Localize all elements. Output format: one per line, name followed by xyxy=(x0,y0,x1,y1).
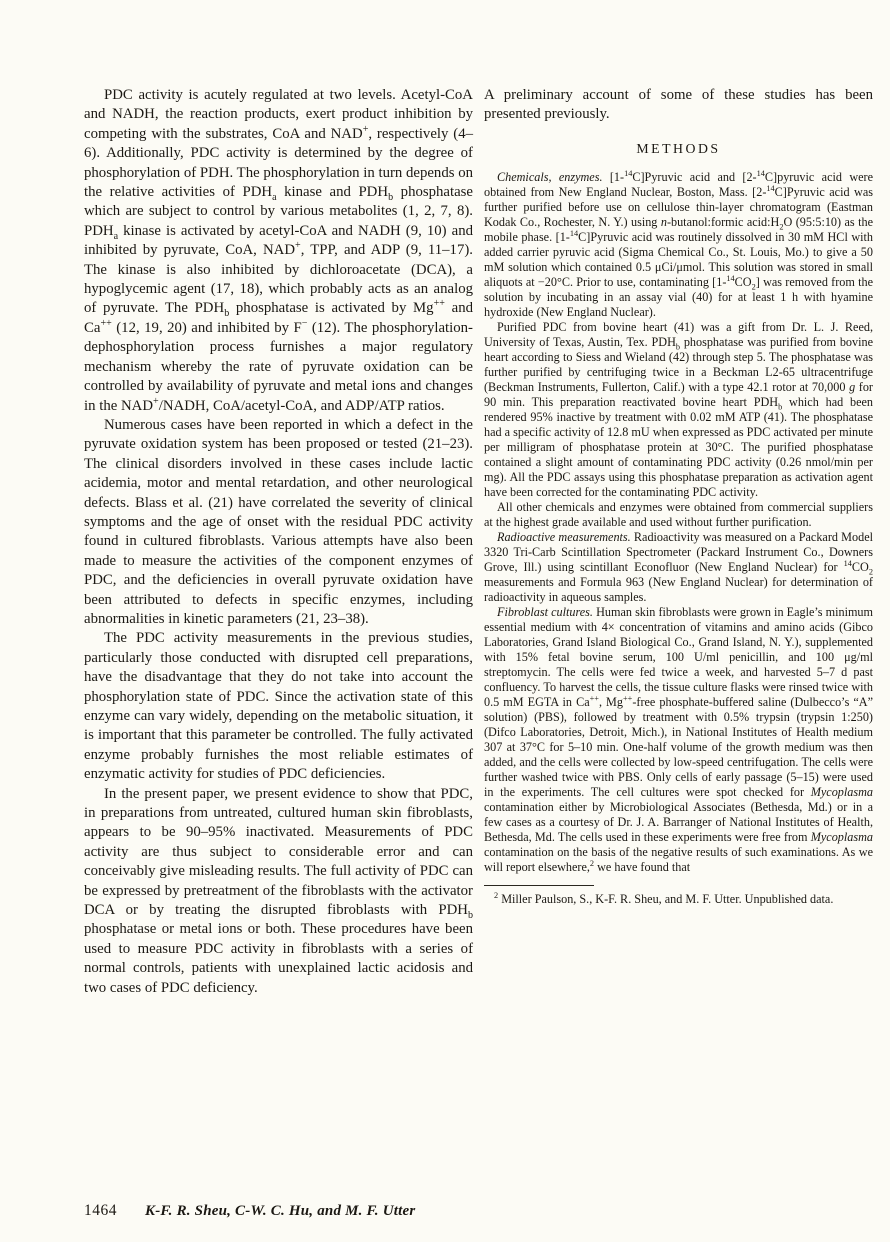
paragraph-reported-cases: Numerous cases have been reported in which a defect in the pyruvate oxidation system has been proposed or tested (21–23). The clinical disorders involved in these cases include lactic acidemia, motor and mental retardation, and other neurological defects. Blass et al. (21) have correlated the severity of clinical symptoms and the age of onset with the residual PDC activity found in cultured fibroblasts. Various attempts have also been made to measure the activities of the component enzymes of PDC, and the deficiencies in overall pyruvate oxidation have been attributed to defects in specific enzymes, including abnormalities in kinetic parameters (21, 23–38). xyxy=(84,416,473,627)
running-authors: K-F. R. Sheu, C-W. C. Hu, and M. F. Utter xyxy=(145,1203,416,1219)
right-column xyxy=(484,86,873,998)
methods-section-heading: METHODS xyxy=(636,140,721,156)
paragraph-present-paper: In the present paper, we present evidence to show that PDC, in preparations from untreated, cultured human skin fibroblasts, appears to be 90–95% inactivated. Measurements of PDC activity are thus subject to considerable error and can conceivably give misleading results. The full activity of PDC can be expressed by pretreatment of the fibroblasts with the activator DCA or by treating the disrupted fibroblasts with $PDH_b$ phosphatase or metal ions or both. These procedures have been used to measure PDC activity in fibroblasts with a series of normal controls, patients with unexplained lactic acidosis and two cases of PDC deficiency. xyxy=(84,785,473,996)
two-column-layout xyxy=(84,86,873,998)
methods-paragraph-chemicals-enzymes: Chemicals, enzymes. [1-$^{14}$C]Pyruvic acid and [2-$^{14}$C]pyruvic acid were obtained from New England Nuclear, Boston, Mass. [2-$^{14}$C]Pyruvic acid was further purified before use on cellulose thin-layer chromatogram (Eastman Kodak Co., Rochester, N. Y.) using n-butanol:formic $acid:H_2O$ (95:5:10) as the mobile phase. [1-$^{14}$C]Pyruvic acid was routinely dissolved in 30 mM HCl with added carrier pyruvic acid (Sigma Chemical Co., St. Louis, Mo.) to give a 50 mM solution which contained 0.5 μCi/μmol. This solution was stored in small aliquots at −20°C. Prior to use, contaminating $[1-^{14}CO_2]$ was removed from the solution by incubating in an assay vial (40) for at least 1 h with hyamine hydroxide (New England Nuclear). xyxy=(484,168,874,319)
footnote-divider xyxy=(484,885,594,886)
intro-continuation-paragraph: A preliminary account of some of these studies has been presented previously. xyxy=(484,87,873,123)
methods-paragraph-fibroblast-cultures: Fibroblast cultures. Human skin fibroblasts were grown in Eagle’s minimum essential medium with 4× concentration of vitamins and amino acids (Gibco Laboratories, Grand Island Biological Co., Grand Island, N. Y.), supplemented with 15% fetal bovine serum, 100 U/ml penicillin, and 100 μg/ml streptomycin. The cells were fed twice a week, and harvested 5–7 d past confluency. To harvest the cells, the tissue culture flasks were rinsed twice with 0.5 mM EGTA in Ca++, Mg++-free phosphate-buffered saline (Dulbecco’s “A” solution) (PBS), followed by treatment with 0.5% trypsin (trypsin 1:250) (Difco Laboratories, Detroit, Mich.), in National Institutes of Health medium 307 at 37°C for 5–10 min. One-half volume of the growth medium was then added, and the cells were collected by low-speed centrifugation. The cells were further washed twice with PBS. Only cells of early passage (5–15) were used in the experiments. The cell cultures were spot checked for Mycoplasma contamination either by Microbiological Associates (Bethesda, Md.) or in a few cases as a courtesy of Dr. J. A. Barranger of National Institutes of Health, Bethesda, Md. The cells used in these experiments were free from Mycoplasma contamination on the basis of the negative results of such examinations. As we will report elsewhere,$^2$ we have found that xyxy=(484,604,874,874)
page-footer xyxy=(84,1202,415,1220)
left-column xyxy=(84,86,473,998)
methods-paragraph-other-chemicals: All other chemicals and enzymes were obtained from commercial suppliers at the highest grade available and used without further purification. xyxy=(484,499,873,529)
paragraph-previous-studies: The PDC activity measurements in the previous studies, particularly those conducted with disrupted cell preparations, have the disadvantage that they do not take into account the phosphorylation state of PDC. Since the activation state of this enzyme can vary widely, depending on the metabolic situation, it is important that this parameter be controlled. The fully activated enzyme probably furnishes the most reliable estimates of enzymatic activity for studies of PDC deficiencies. xyxy=(84,630,473,783)
methods-paragraph-purified-pdc: Purified PDC from bovine heart (41) was a gift from Dr. L. J. Reed, University of Texas, Austin, Tex. $PDH_b$ phosphatase was purified from bovine heart according to Siess and Wieland (42) through step 5. The phosphatase was further purified by centrifuging twice in a Beckman L2-65 ultracentrifuge (Beckman Instruments, Fullerton, Calif.) with a type 42.1 rotor at 70,000 g for 90 min. This preparation reactivated bovine heart $PDH_b$ which had been rendered 95% inactive by treatment with 0.02 mM ATP (41). The phosphatase had a specific activity of 12.8 mU when expressed as PDC activated per minute per milligram of phosphatase protein at 30°C. The purified phosphatase contained a slight amount of contaminating PDC activity (0.26 nmol/min per mg). All the PDC assays using this phosphatase preparation as activation agent have been corrected for the contaminating PDC activity. xyxy=(484,319,873,499)
footnote-block xyxy=(484,885,873,907)
footnote-text: $^2$ Miller Paulson, S., K-F. R. Sheu, and M. F. Utter. Unpublished data. xyxy=(494,890,834,906)
page-number: 1464 xyxy=(84,1202,117,1219)
methods-paragraph-radioactive-measurements: Radioactive measurements. Radioactivity was measured on a Packard Model 3320 Tri-Carb Scintillation Spectrometer (Packard Instrument Co., Downers Grove, Ill.) using scintillant Econofluor (New England Nuclear) for $^{14}CO_2$ measurements and Formula 963 (New England Nuclear) for determination of radioactivity in aqueous samples. xyxy=(484,529,873,604)
paragraph-pdc-regulation: PDC activity is acutely regulated at two levels. Acetyl-CoA and NADH, the reaction products, exert product inhibition by competing with the substrates, CoA and NAD+, respectively (4–6). Additionally, PDC activity is determined by the degree of phosphorylation of PDH. The phosphorylation in turn depends on the relative activities of $PDH_a$ kinase and $PDH_b$ phosphatase which are subject to control by various metabolites (1, 2, 7, 8). $PDH_a$ kinase is activated by acetyl-CoA and NADH (9, 10) and inhibited by pyruvate, CoA, NAD+, TPP, and ADP (9, 11–17). The kinase is also inhibited by dichloroacetate (DCA), a hypoglycemic agent (17, 18), which probably acts as an analog of pyruvate. The $PDH_b$ phosphatase is activated by Mg++ and Ca++ (12, 19, 20) and inhibited by F− (12). The phosphorylation-dephosphorylation process furnishes a major regulatory mechanism whereby the rate of pyruvate oxidation can be controlled by availability of pyruvate and metal ions and changes in the NAD+/NADH, CoA/acetyl-CoA, and ADP/ATP ratios. xyxy=(84,87,474,414)
